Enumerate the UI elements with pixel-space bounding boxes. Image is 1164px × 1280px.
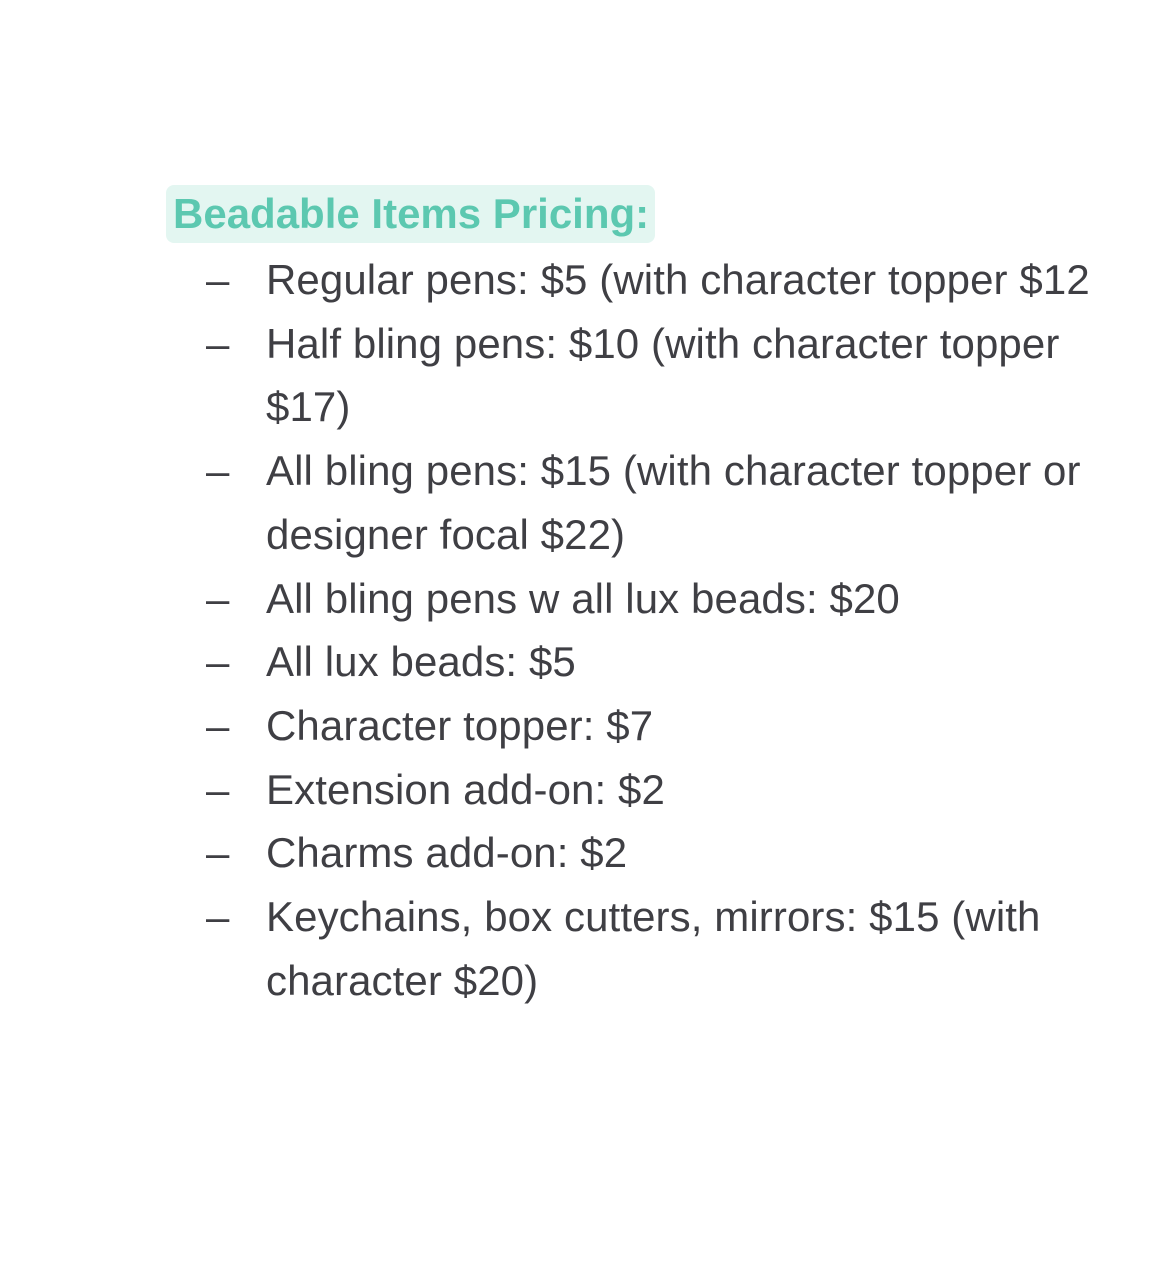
list-item-text: Keychains, box cutters, mirrors: $15 (with character $20): [266, 893, 1041, 1004]
dash-bullet: –: [206, 701, 230, 749]
list-item-text: Half bling pens: $10 (with character topper $17): [266, 319, 1060, 431]
dash-bullet: –: [206, 638, 230, 686]
list-item: [166, 694, 1096, 758]
list-item: [166, 567, 1096, 631]
list-item-text: Character topper: $7: [266, 701, 654, 749]
dash-bullet: –: [206, 829, 230, 877]
list-item: [166, 248, 1096, 312]
dash-bullet: –: [206, 447, 230, 495]
list-item: [166, 885, 1096, 1012]
dash-bullet: –: [206, 319, 230, 367]
dash-bullet: –: [206, 765, 230, 813]
list-item-text: Extension add-on: $2: [266, 765, 665, 813]
dash-bullet: –: [206, 893, 230, 941]
list-item: [166, 630, 1096, 694]
dash-bullet: –: [206, 256, 230, 303]
dash-bullet: –: [206, 574, 230, 622]
list-item-text: All bling pens w all lux beads: $20: [266, 574, 900, 622]
list-item: [166, 312, 1096, 439]
pricing-list: [166, 248, 1096, 1012]
list-item-text: All bling pens: $15 (with character topper or designer focal $22): [266, 447, 1081, 558]
list-item: [166, 821, 1096, 885]
note-body: [166, 185, 1096, 1012]
list-item-text: Regular pens: $5 (with character topper $12: [266, 256, 1090, 303]
list-item-text: Charms add-on: $2: [266, 829, 628, 877]
list-item: [166, 758, 1096, 822]
list-item-text: All lux beads: $5: [266, 638, 576, 686]
note-heading: Beadable Items Pricing:: [166, 185, 655, 243]
list-item: [166, 439, 1096, 566]
